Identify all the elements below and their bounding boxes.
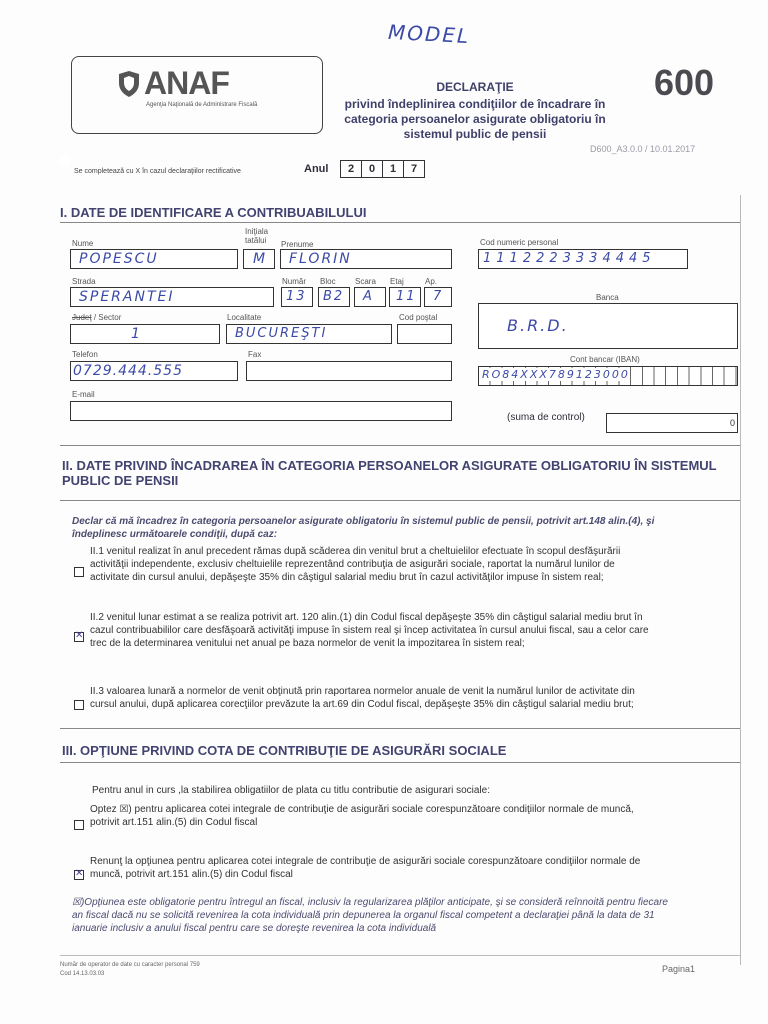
label-tatalui: tatălui — [245, 236, 267, 245]
section-divider — [60, 222, 740, 223]
ap-field[interactable] — [424, 287, 452, 307]
option-intro: Pentru anul in curs ,la stabilirea obligatiilor de plata cu titlu contributie de asigurari sociale: — [92, 785, 490, 796]
telefon-field[interactable] — [70, 361, 238, 381]
label-nume: Nume — [72, 239, 94, 248]
label-banca: Banca — [596, 293, 619, 302]
sector-field[interactable] — [70, 324, 220, 344]
section-divider — [60, 728, 740, 729]
sector-value: 1 — [131, 326, 142, 342]
handwritten-model-note: MODEL — [387, 19, 471, 49]
label-initiala: Iniţiala — [245, 227, 269, 236]
rectify-note: Se completează cu X în cazul declaraţiilor rectificative — [74, 168, 241, 175]
footer-page: Pagina1 — [662, 964, 696, 974]
bloc-value: B2 — [323, 289, 345, 304]
numar-field[interactable] — [281, 287, 313, 307]
section-divider — [60, 445, 740, 446]
strada-value: SPERANTEI — [79, 289, 175, 305]
banca-field[interactable] — [478, 303, 738, 349]
logo-subtitle: Agenţia Naţională de Administrare Fiscală — [146, 102, 258, 108]
ap-value: 7 — [433, 289, 444, 304]
prenume-field[interactable] — [280, 249, 452, 269]
option-note: ☒)Opţiunea este obligatorie pentru întregul an fiscal, inclusiv la regularizarea plăţilor anticipate, şi se consideră reînnoită pentru fiecare an fiscal dacă nu se solicită revenirea la cota individuală prin depunerea la organul fiscal competent a declaraţiei până la data de 31 ianuarie inclusiv a anului fiscal pentru care se doreşte revenirea la cota individuală — [72, 897, 668, 934]
section-divider — [60, 500, 740, 501]
anaf-logo-box — [71, 56, 323, 134]
year-digit[interactable]: 7 — [403, 160, 425, 178]
label-strada: Strada — [72, 277, 96, 286]
telefon-value: 0729.444.555 — [73, 363, 183, 379]
section-3-title: III. OPŢIUNE PRIVIND COTA DE CONTRIBUŢIE DE ASIGURĂRI SOCIALE — [62, 743, 507, 758]
label-localitate: Localitate — [227, 313, 262, 322]
label-etaj: Etaj — [390, 277, 404, 286]
condition-3-text: II.3 valoarea lunară a normelor de venit obţinută prin raportarea normelor anuale de venit la numărul lunilor de activitate din cursul anului, după aplicarea corecţiilor prevăzute la art.69 din Codul fiscal, depăşeşte 35% din câştigul salarial mediu brut; — [90, 686, 635, 710]
label-email: E-mail — [72, 390, 95, 399]
declar-text: Declar că mă încadrez în categoria persoanelor asigurate obligatoriu în sistemul public de pensii, potrivit art.148 alin.(4), şi îndeplinesc următoarele condiţii, după caz: — [72, 516, 655, 540]
footer-cod: Cod 14.13.03.03 — [60, 971, 105, 977]
prenume-value: FLORIN — [289, 251, 352, 267]
label-cnp: Cod numeric personal — [480, 238, 559, 247]
year-digit[interactable]: 0 — [361, 160, 383, 178]
etaj-value: 11 — [396, 289, 417, 304]
email-field[interactable] — [70, 401, 452, 421]
cnp-value: 1112223334445 — [483, 251, 656, 266]
shield-icon — [117, 71, 141, 97]
condition-1-text: II.1 venitul realizat în anul precedent rămas după scăderea din venitul brut a cheltuielilor efectuate în scopul desfăşurării activităţii independente, exclusiv cheltuielile reprezentând contribuţia de asigurări sociale, raportat la numărul lunilor de activitate din cursul anului, depăşeşte 35% din câştigul salarial mediu brut în cazul activităţilor impuse în sistem real; — [90, 546, 621, 583]
label-sector: / Sector — [93, 313, 122, 322]
condition-3-checkbox[interactable] — [74, 700, 84, 710]
declaration-title: DECLARAŢIE — [436, 80, 514, 94]
page-border-right — [740, 195, 741, 965]
bloc-field[interactable] — [318, 287, 350, 307]
label-bloc: Bloc — [320, 277, 336, 286]
section-2-title: II. DATE PRIVIND ÎNCADRAREA ÎN CATEGORIA PERSOANELOR ASIGURATE OBLIGATORIU ÎN SISTEMUL PUBLIC DE PENSII — [62, 458, 717, 488]
localitate-field[interactable] — [226, 324, 392, 344]
footer-divider — [60, 955, 740, 956]
label-ap: Ap. — [425, 277, 438, 286]
option-integral-checkbox[interactable] — [74, 820, 84, 830]
scara-value: A — [363, 289, 374, 304]
declaration-subtitle: privind îndeplinirea condiţiilor de încadrare în categoria persoanelor asigurate obligatoriu în sistemul public de pensii — [344, 97, 606, 141]
suma-control-field[interactable] — [606, 413, 738, 433]
label-judet: Judeţ — [72, 313, 92, 322]
condition-1-checkbox[interactable] — [74, 567, 84, 577]
banca-value: B.R.D. — [507, 316, 569, 335]
suma-control-value: 0 — [729, 418, 735, 428]
strada-field[interactable] — [70, 287, 274, 307]
fax-field[interactable] — [246, 361, 452, 381]
form-code: D600_A3.0.0 / 10.01.2017 — [590, 144, 696, 154]
form-number: 600 — [654, 62, 715, 103]
label-prenume: Prenume — [281, 240, 314, 249]
footer-operator: Număr de operator de date cu caracter personal 759 — [60, 962, 200, 968]
etaj-field[interactable] — [389, 287, 421, 307]
option-renunt-text: Renunţ la opţiunea pentru aplicarea cotei integrale de contribuţie de asigurări sociale corespunzătoare condiţiilor normale de muncă, potrivit art.151 alin.(5) din Codul fiscal — [90, 856, 641, 880]
initiala-value: M — [253, 251, 268, 267]
condition-2-checkbox[interactable] — [74, 632, 84, 642]
nume-value: POPESCU — [79, 251, 159, 267]
logo-name: ANAF — [144, 65, 229, 101]
year-digit[interactable]: 2 — [340, 160, 362, 178]
label-scara: Scara — [355, 277, 376, 286]
label-fax: Fax — [248, 350, 262, 359]
section-divider — [60, 762, 740, 763]
label-numar: Număr — [282, 277, 307, 286]
option-integral-text: Optez ☒) pentru aplicarea cotei integrale de contribuţie de asigurări sociale corespunzătoare condiţiilor normale de muncă, potrivit art.151 alin.(5) din Codul fiscal — [90, 804, 634, 828]
year-label: Anul — [304, 163, 329, 175]
cod-postal-field[interactable] — [397, 324, 452, 344]
cnp-field[interactable] — [478, 249, 688, 269]
label-judet-sector — [72, 313, 121, 322]
numar-value: 13 — [286, 289, 307, 304]
nume-field[interactable] — [70, 249, 238, 269]
label-cod-postal: Cod poştal — [399, 313, 438, 322]
label-telefon: Telefon — [72, 350, 98, 359]
option-renunt-checkbox[interactable] — [74, 870, 84, 880]
section-1-title: I. DATE DE IDENTIFICARE A CONTRIBUABILULUI — [60, 205, 367, 220]
iban-field[interactable] — [478, 366, 738, 386]
year-digit[interactable]: 1 — [382, 160, 404, 178]
condition-2-text: II.2 venitul lunar estimat a se realiza potrivit art. 120 alin.(1) din Codul fiscal depăşeşte 35% din câştigul salarial mediu brut în cazul contribuabililor care desfăşoară activităţi impuse în sistem real şi încep activitatea în cursul anului fiscal, sau a celor care trec de la determinarea venitului net anual pe baza normelor de venit la impozitarea în sistem real; — [90, 612, 649, 649]
iban-value: RO84XXX789123000 — [482, 368, 630, 381]
localitate-value: BUCUREŞTI — [235, 326, 328, 341]
scara-field[interactable] — [354, 287, 386, 307]
label-cont: Cont bancar (IBAN) — [570, 355, 640, 364]
label-suma-control: (suma de control) — [507, 412, 585, 423]
initiala-field[interactable] — [243, 249, 275, 269]
